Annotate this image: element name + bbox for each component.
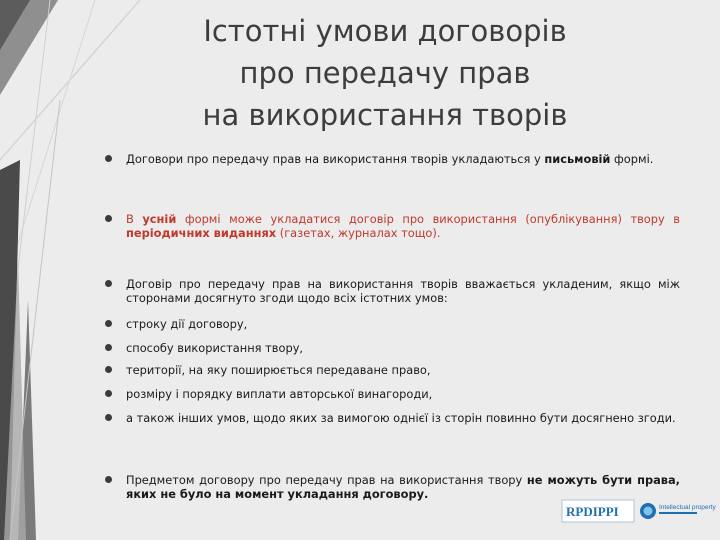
text-strong: письмовій <box>544 152 611 166</box>
title-line-3: на використання творів <box>202 98 568 132</box>
bullet-dot-icon <box>105 414 112 421</box>
bullet-text: Договір про передачу прав на використання творів вважається укладеним, якщо між сторонами досягнуто згоди щодо всіх істотних умов: <box>126 277 680 305</box>
bullet-item-royalty <box>105 387 680 401</box>
bullet-dot-icon <box>105 366 112 373</box>
globe-highlight <box>644 507 653 516</box>
partner-logos <box>562 494 716 528</box>
bullet-dot-icon <box>105 215 112 222</box>
bullet-item-agreement-terms <box>105 277 680 305</box>
title-line-2: про передачу прав <box>239 56 531 90</box>
text-part: В <box>126 212 143 226</box>
bullet-item-written-form <box>105 152 680 166</box>
bullet-item-oral-form <box>105 212 680 240</box>
bullet-text: розміру і порядку виплати авторської винагороди, <box>126 387 433 401</box>
bullet-text: а також інших умов, щодо яких за вимогою однієї із сторін повинно бути досягнено згоди. <box>126 411 676 425</box>
rpdippi-logo-text: RPDIPPI <box>566 504 619 519</box>
bullet-dot-icon <box>105 344 112 351</box>
bullet-item-term <box>105 317 680 331</box>
corner-decoration <box>0 0 150 540</box>
text-strong: усній <box>142 212 177 226</box>
slide-title <box>150 10 620 136</box>
bullet-item-other-terms <box>105 411 680 425</box>
bullet-dot-icon <box>105 320 112 327</box>
bullet-text <box>126 152 680 166</box>
text-part: формі. <box>610 152 654 166</box>
text-part: Предметом договору про передачу прав на використання твору <box>126 473 527 487</box>
bullet-item-territory <box>105 363 680 377</box>
ip-logo-text: Intellectual property <box>659 504 716 511</box>
text-strong: не можуть бути права, яких не було на момент укладання договору. <box>126 473 681 501</box>
text-strong: періодичних виданнях <box>126 226 277 240</box>
bullet-text: території, на яку поширюється передаване право, <box>126 363 431 377</box>
bullet-dot-icon <box>105 155 112 162</box>
text-part: Договори про передачу прав на використання творів укладаються у <box>126 152 545 166</box>
bullet-text <box>126 212 680 240</box>
bullet-text: строку дії договору, <box>126 317 248 331</box>
title-line-1: Істотні умови договорів <box>203 14 567 48</box>
bullet-item-method <box>105 341 680 355</box>
bullet-dot-icon <box>105 390 112 397</box>
ip-logo-bar <box>659 512 697 514</box>
bullet-text: способу використання твору, <box>126 341 304 355</box>
text-part: формі може укладатися договір про використання (опублікування) твору в <box>176 212 681 226</box>
bullet-dot-icon <box>105 476 112 483</box>
text-part: (газетах, журналах тощо). <box>276 226 441 240</box>
bullet-dot-icon <box>105 280 112 287</box>
